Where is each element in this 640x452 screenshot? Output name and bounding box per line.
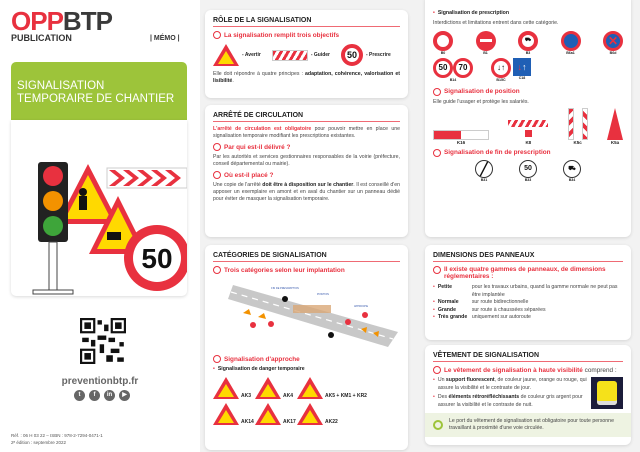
target-icon (433, 149, 441, 157)
svg-text:FIN DE PRESCRIPTION: FIN DE PRESCRIPTION (271, 287, 299, 290)
road-diagram (213, 277, 400, 347)
vetement-card: VÊTEMENT DE SIGNALISATION Le vêtement de signalisation à haute visibilité comprend : • Un support fluorescent, de couleur jaune, orange ou rouge, qui assure la visibilité et le contraste de jour. • Des éléments rétroréfléchissants de couleur gris argent pour assurer la visibilité et le contraste de nuit. Le port du vêtement de signalisation est obligatoire pour toute personne travaillant à proximité d'une voie circulée. (425, 345, 631, 445)
social-links (74, 390, 130, 401)
target-icon (213, 171, 221, 179)
role-principles: Elle doit répondre à quatre principes : adaptation, cohérence, valorisation et lisibilité. (213, 71, 400, 84)
sign-ak3: AK3 (213, 377, 255, 399)
hero-illustration (11, 120, 187, 296)
sign-ak14: AK14 (213, 403, 255, 425)
prescription-card: • Signalisation de prescription Interdictions et limitations entrent dans cette catégorie. B0 B1 ⛟ B3 B6a1 ✕ B6d 50 70 B14 ↓↑ B15C ↓↑ C18 Signalisation de position Elle guide l'usager et protège les salariés. K16 K8 K5c K5a Signalisation de fin de prescription ╱ B31 50 B33 ⛟ B34 (425, 0, 631, 237)
target-icon (213, 266, 221, 274)
prescription-row1: B0 B1 ⛟ B3 B6a1 ✕ B6d (433, 31, 623, 55)
speed-limit-sign-icon: 50 (341, 44, 363, 66)
safety-vest-image (591, 377, 623, 409)
oppbtp-logo: OPPBTP (11, 6, 112, 36)
linkedin-icon[interactable]: in (104, 390, 115, 401)
cover-title: SIGNALISATION TEMPORAIRE DE CHANTIER (11, 62, 187, 120)
svg-text:APPROCHE: APPROCHE (353, 305, 369, 308)
target-icon (433, 366, 441, 374)
cover-column (0, 0, 200, 452)
role-card (205, 10, 408, 98)
target-icon (433, 266, 441, 274)
sign-ak22: AK22 (297, 403, 387, 425)
sign-ak4: AK4 (255, 377, 297, 399)
dimensions-list: • Petite pour les travaux urbains, quand la gamme normale ne peut pas être implantée • Normale sur route bidirectionnelle • Grande sur route à chaussées séparées • Très grande uniquement sur autoroute (433, 284, 623, 322)
warning-sign-icon (213, 44, 239, 66)
info-icon (433, 420, 443, 430)
facebook-icon[interactable]: f (89, 390, 100, 401)
youtube-icon[interactable]: ▶ (119, 390, 130, 401)
svg-text:50: 50 (141, 243, 173, 274)
target-icon (213, 355, 221, 363)
chevron-sign-icon (272, 50, 308, 61)
objectives-row: - Avertir - Guider 50 - Prescrire (213, 44, 400, 66)
svg-text:POSITION: POSITION (317, 293, 329, 296)
danger-signs-grid (213, 377, 400, 425)
dimensions-card: DIMENSIONS DES PANNEAUX Il existe quatre gammes de panneaux, de dimensions réglementaires : • Petite pour les travaux urbains, quand la gamme normale ne peut pas être implantée • Normale sur route bidirectionnelle • Grande sur route à chaussées séparées • Très grande uniquement sur autoroute (425, 245, 631, 340)
target-icon (213, 31, 221, 39)
position-signs: K16 K8 K5c K5a (433, 108, 623, 145)
info-note: Le port du vêtement de signalisation est obligatoire pour toute personne travaillant à proximité d'une voie circulée. (425, 413, 631, 437)
categories-title: CATÉGORIES DE SIGNALISATION (213, 252, 400, 262)
role-title: RÔLE DE LA SIGNALISATION (213, 17, 400, 27)
qr-code[interactable] (80, 318, 126, 364)
categories-card: CATÉGORIES DE SIGNALISATION Trois catégories selon leur implantation FIN DE PRESCRIPTION POSITION APPROCHE Signalisation d'approche • Signalisation de danger temporaire AK3 AK4 AK5 + KM1 + KR2 AK14 AK17 AK22 (205, 245, 408, 450)
website-link[interactable]: preventionbtp.fr (61, 376, 139, 387)
fin-signs: ╱ B31 50 B33 ⛟ B34 (433, 160, 623, 182)
sign-ak17: AK17 (255, 403, 297, 425)
role-subtitle: La signalisation remplit trois objectifs (213, 31, 400, 39)
memo-label: | MÉMO | (150, 35, 180, 42)
arrete-card: ARRÊTÉ DE CIRCULATION L'arrêté de circulation est obligatoire pour pouvoir mettre en place une signalisation temporaire modifiant les prescriptions existantes. Par qui est-il délivré ? Par les autorités et services gestionnaires responsables de la voirie (préfecture, conseil départemental ou mairie). Où est-il placé ? Une copie de l'arrêté doit être à disposition sur le chantier. Il est conseillé d'en apposer un exemplaire en amont et en aval du chantier sur un panneau dédié pour éviter de masquer la signalisation temporaire. (205, 105, 408, 237)
vetement-title: VÊTEMENT DE SIGNALISATION (433, 352, 623, 362)
twitter-icon[interactable]: t (74, 390, 85, 401)
dimensions-title: DIMENSIONS DES PANNEAUX (433, 252, 623, 262)
publication-label: PUBLICATION (11, 33, 72, 43)
prescription-row2: 50 70 B14 ↓↑ B15C ↓↑ C18 (433, 58, 623, 82)
target-icon (213, 143, 221, 151)
reference-info: Réf. : 06 H 03 22 – ISBN : 978-2-7294-0471-1 2ᵉ édition : septembre 2022 (11, 433, 103, 445)
sign-ak5: AK5 + KM1 + KR2 (297, 377, 387, 399)
target-icon (433, 88, 441, 96)
arrete-title: ARRÊTÉ DE CIRCULATION (213, 112, 400, 122)
